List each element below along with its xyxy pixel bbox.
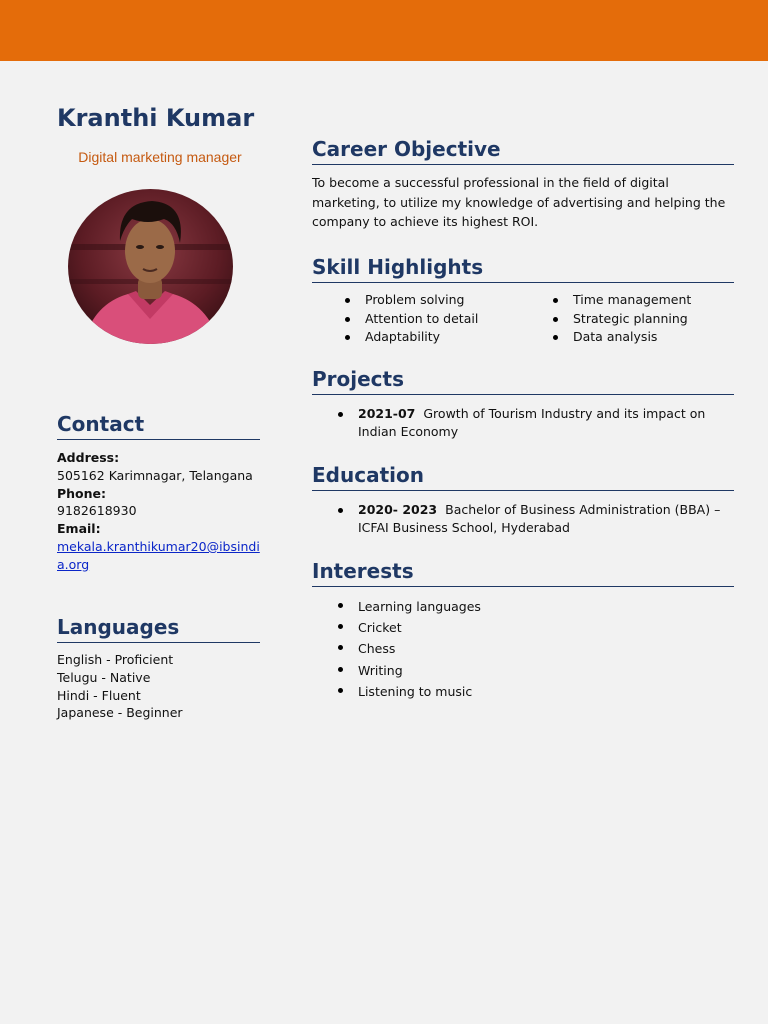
languages-list [57,651,262,722]
skill-item: Data analysis [549,328,749,347]
project-item [334,405,734,441]
contact-heading: Contact [57,410,260,440]
language-item: English - Proficient [57,652,174,667]
interest-item: Cricket [334,617,734,638]
interest-item: Writing [334,660,734,681]
project-year: 2021-07 [358,406,416,421]
skills-right-column [549,291,749,347]
interests-heading: Interests [312,557,734,587]
project-title: Growth of Tourism Industry and its impact on Indian Economy [358,406,706,439]
interest-item: Learning languages [334,596,734,617]
skill-highlights-heading: Skill Highlights [312,253,734,283]
email-link[interactable]: mekala.kranthikumar20@ibsindia.org [57,538,260,572]
education-item [334,501,734,537]
skill-item: Problem solving [341,291,541,310]
email-label: Email: [57,521,101,537]
interests-list [334,596,734,702]
education-degree: Bachelor of Business Administration (BBA) – ICFAI Business School, Hyderabad [358,502,721,535]
projects-heading: Projects [312,365,734,395]
skill-item: Attention to detail [341,310,541,329]
address-label: Address: [57,450,120,465]
skills-left-column [341,291,541,347]
skill-item: Adaptability [341,328,541,347]
candidate-name: Kranthi Kumar [57,104,255,132]
contact-details [57,449,262,574]
education-list [334,501,734,537]
language-item: Hindi - Fluent [57,687,141,703]
address-value: 505162 Karimnagar, Telangana [57,467,253,483]
skill-item: Strategic planning [549,310,749,329]
candidate-role: Digital marketing manager [78,149,242,165]
career-objective-heading: Career Objective [312,135,734,165]
interest-item: Listening to music [334,681,734,702]
languages-heading: Languages [57,613,260,643]
career-objective-text: To become a successful professional in the field of digital marketing, to utilize my knowledge of advertising and helping the company to achieve its highest ROI. [312,175,726,229]
profile-photo [68,189,233,344]
education-year: 2020- 2023 [358,502,438,517]
language-item: Telugu - Native [57,669,151,685]
phone-value: 9182618930 [57,503,137,519]
header-bar [0,0,768,61]
education-heading: Education [312,461,734,491]
projects-list [334,405,734,441]
phone-label: Phone: [57,485,107,501]
language-item: Japanese - Beginner [57,705,183,721]
interest-item: Chess [334,638,734,659]
skill-item: Time management [549,291,749,310]
